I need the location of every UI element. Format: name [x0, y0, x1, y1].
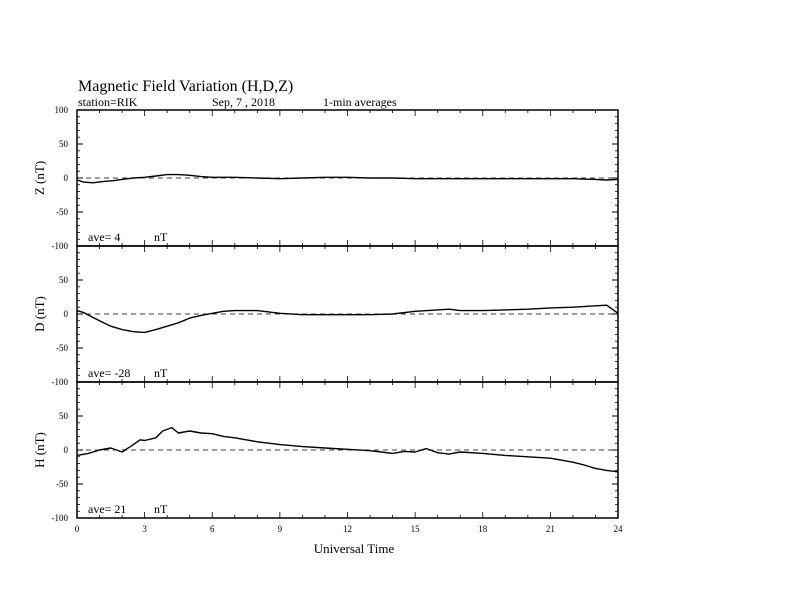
y-tick-label: -100 — [51, 513, 68, 523]
y-tick-label: -50 — [56, 343, 68, 353]
average-unit: nT — [154, 502, 168, 516]
average-unit: nT — [154, 230, 168, 244]
x-tick-label: 24 — [613, 524, 623, 534]
series-line — [77, 175, 618, 183]
panels-group — [32, 105, 623, 534]
y-tick-label: 50 — [59, 275, 68, 285]
x-tick-label: 3 — [142, 524, 147, 534]
averaging-label: 1-min averages — [323, 95, 397, 109]
y-tick-label: -50 — [56, 207, 68, 217]
average-label: ave= 21 — [88, 502, 127, 516]
average-label: ave= -28 — [88, 366, 131, 380]
x-tick-label: 0 — [74, 524, 80, 534]
y-tick-label: 0 — [63, 309, 68, 319]
x-tick-label: 18 — [478, 524, 488, 534]
x-tick-label: 9 — [277, 524, 283, 534]
station-label: station=RIK — [78, 95, 138, 109]
x-tick-label: 21 — [545, 524, 555, 534]
series-line — [77, 305, 618, 332]
x-tick-label: 6 — [210, 524, 215, 534]
y-tick-label: -50 — [56, 479, 68, 489]
y-tick-label: -100 — [51, 377, 68, 387]
y-tick-label: 100 — [54, 105, 68, 115]
chart-title: Magnetic Field Variation (H,D,Z) — [78, 78, 294, 95]
y-axis-title: Z (nT) — [32, 160, 47, 196]
y-tick-label: 0 — [63, 173, 68, 183]
y-tick-label: -100 — [51, 241, 68, 251]
average-unit: nT — [154, 366, 168, 380]
y-axis-title: D (nT) — [32, 296, 47, 332]
y-axis-title: H (nT) — [32, 432, 47, 468]
x-tick-label: 12 — [343, 524, 352, 534]
average-label: ave= 4 — [88, 230, 121, 244]
y-tick-label: 50 — [59, 411, 68, 421]
x-axis-title: Universal Time — [313, 541, 395, 556]
y-tick-label: 0 — [63, 445, 68, 455]
y-tick-label: 50 — [59, 139, 68, 149]
date-label: Sep, 7 , 2018 — [212, 95, 275, 109]
x-tick-label: 15 — [410, 524, 420, 534]
